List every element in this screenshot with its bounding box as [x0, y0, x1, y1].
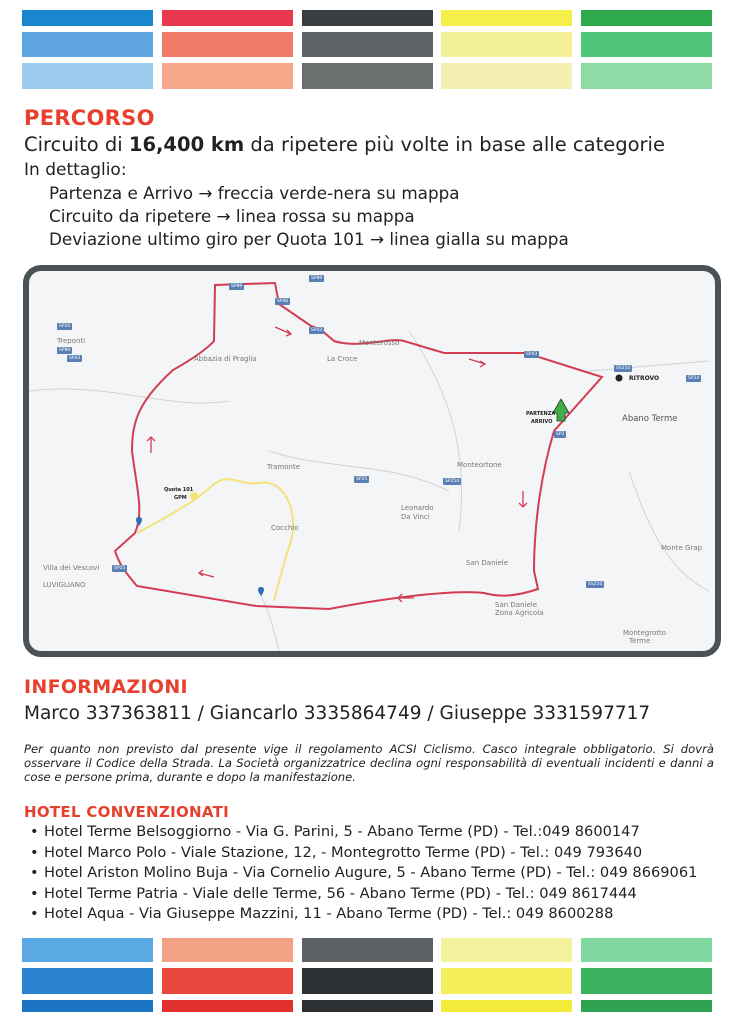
hotel-text: Hotel Ariston Molino Buja - Via Cornelio Augure, 5 - Abano Terme (PD) - Tel.: 049 8669061: [44, 864, 698, 881]
hotel-list: [30, 822, 697, 925]
place-label: Montegrotto: [623, 629, 667, 637]
color-stripe: [441, 10, 572, 26]
color-stripe: [441, 1000, 572, 1012]
percorso-title: PERCORSO: [24, 106, 155, 130]
direction-arrow: [199, 570, 214, 577]
stripe-row: [22, 1000, 712, 1012]
stripe-row: [22, 10, 712, 26]
place-label: Monteortone: [457, 461, 502, 469]
color-stripe: [162, 968, 293, 994]
place-label: Monterosso: [359, 339, 400, 347]
bullet-icon: •: [30, 864, 39, 881]
color-stripe: [581, 938, 712, 962]
intro-suffix: da ripetere più volte in base alle categorie: [244, 133, 665, 156]
bullet-icon: •: [30, 905, 39, 922]
color-stripe: [22, 1000, 153, 1012]
quota-label: Quota 101: [164, 487, 194, 493]
road-tag: SP46: [277, 299, 289, 304]
color-stripe: [22, 938, 153, 962]
road-tag: SP43: [526, 352, 538, 357]
intro-prefix: Circuito di: [24, 133, 129, 156]
minor-road: [259, 591, 279, 651]
color-stripe: [581, 32, 712, 57]
color-stripe: [162, 10, 293, 26]
color-stripe: [441, 938, 572, 962]
hotel-text: Hotel Aqua - Via Giuseppe Mazzini, 11 - Abano Terme (PD) - Tel.: 049 8600288: [44, 905, 614, 922]
meeting-point-marker: [616, 375, 623, 382]
gpm-marker: [190, 492, 198, 500]
road-tag: SP24: [688, 376, 700, 381]
road-tag: SP89: [231, 284, 243, 289]
road-tag: SP43: [69, 356, 81, 361]
color-stripe: [581, 63, 712, 89]
route-map: [23, 265, 721, 657]
direction-arrow: [275, 327, 291, 336]
color-stripe: [302, 938, 433, 962]
place-label: Leonardo: [401, 504, 434, 512]
place-label: Villa dei Vescovi: [43, 564, 100, 572]
place-label: LUVIGLIANO: [43, 581, 86, 589]
stripe-row: [22, 63, 712, 89]
color-stripe: [581, 968, 712, 994]
color-stripe: [581, 1000, 712, 1012]
minor-road: [629, 471, 709, 591]
route-map-drawing: [29, 271, 715, 651]
bullet-icon: •: [30, 884, 39, 902]
road-tag: SP2: [556, 432, 565, 437]
place-label: Treponti: [57, 337, 86, 345]
place-label: Terme: [629, 637, 651, 645]
bullet-icon: •: [30, 843, 39, 861]
color-stripe: [441, 63, 572, 89]
contacts-line: Marco 337363811 / Giancarlo 3335864749 / Giuseppe 3331597717: [24, 703, 651, 724]
place-label: Da Vinci: [401, 513, 430, 521]
color-stripe: [302, 1000, 433, 1012]
minor-road: [269, 451, 449, 491]
place-label: San Daniele: [466, 559, 509, 567]
minor-road: [29, 389, 229, 403]
color-stripe: [302, 63, 433, 89]
road-tag: SP25d: [445, 479, 460, 484]
place-label: San Daniele: [495, 601, 538, 609]
detail-deviation: Deviazione ultimo giro per Quota 101 → linea gialla su mappa: [49, 229, 569, 249]
color-stripe: [162, 32, 293, 57]
hotels-title: HOTEL CONVENZIONATI: [24, 803, 230, 821]
color-stripe: [441, 32, 572, 57]
bullet-icon: •: [30, 823, 39, 840]
place-label: Abano Terme: [622, 414, 678, 424]
finish-label: ARRIVO: [531, 419, 553, 425]
road-tag: SS250: [588, 582, 603, 587]
start-label: PARTENZA: [526, 411, 556, 417]
place-label: Monte Grap: [661, 544, 703, 552]
rules-text: Per quanto non previsto dal presente vige il regolamento ACSI Ciclismo. Casco integrale obbligatorio. Si dovrà osservare il Codice della Strada. La Società organizzatrice declina ogni responsabilità di eventuali incidenti e danni a cose e persone prima, durante e dopo la manifestazione.: [24, 742, 714, 784]
color-stripe: [302, 32, 433, 57]
direction-arrow: [147, 437, 155, 453]
detail-circuit: Circuito da ripetere → linea rossa su mappa: [49, 206, 415, 226]
circuit-route: [115, 283, 602, 609]
color-stripe: [162, 63, 293, 89]
circuit-length: 16,400 km: [128, 133, 245, 156]
color-stripe: [162, 1000, 293, 1012]
color-stripe: [22, 968, 153, 994]
hotel-item: [30, 884, 697, 905]
color-stripe: [22, 10, 153, 26]
color-stripe: [302, 10, 433, 26]
stripe-row: [22, 968, 712, 994]
minor-road: [589, 361, 709, 371]
deviation-route: [137, 479, 293, 601]
info-title: INFORMAZIONI: [24, 676, 188, 698]
color-stripe: [441, 968, 572, 994]
percorso-intro: [24, 133, 665, 156]
place-label: Cocchio: [271, 524, 299, 532]
color-stripe: [162, 938, 293, 962]
color-stripe: [302, 968, 433, 994]
place-label: Abbazia di Praglia: [194, 355, 257, 363]
road-tag: SP43: [311, 328, 323, 333]
road-tag: SP89: [311, 276, 323, 281]
color-stripes-bottom: [22, 938, 712, 1018]
road-tag: SP25: [114, 566, 126, 571]
place-label: Tramonte: [267, 463, 301, 471]
pin-icon: [258, 587, 264, 596]
hotel-item: [30, 863, 697, 884]
color-stripe: [581, 10, 712, 26]
hotel-item: [30, 822, 697, 843]
road-tag: SP20: [59, 324, 71, 329]
color-stripes-top: [22, 10, 712, 95]
direction-arrow: [519, 491, 527, 507]
color-stripe: [22, 32, 153, 57]
color-stripe: [22, 63, 153, 89]
place-label: La Croce: [327, 355, 358, 363]
detail-label: In dettaglio:: [24, 160, 127, 180]
detail-start-finish: Partenza e Arrivo → freccia verde-nera su mappa: [49, 183, 460, 203]
hotel-item: [30, 843, 697, 864]
stripe-row: [22, 938, 712, 962]
minor-road: [409, 331, 462, 531]
direction-arrow: [469, 359, 485, 367]
meeting-point-label: RITROVO: [629, 375, 660, 382]
place-label: Zona Agricola: [495, 609, 544, 617]
hotel-text: Hotel Terme Belsoggiorno - Via G. Parini, 5 - Abano Terme (PD) - Tel.:049 8600147: [44, 823, 640, 840]
road-tag: SP25: [356, 477, 368, 482]
road-tag: SP89: [59, 348, 71, 353]
gpm-label: GPM: [174, 495, 187, 501]
hotel-text: Hotel Terme Patria - Viale delle Terme, 56 - Abano Terme (PD) - Tel.: 049 8617444: [44, 884, 637, 902]
hotel-text: Hotel Marco Polo - Viale Stazione, 12, - Montegrotto Terme (PD) - Tel.: 049 793640: [44, 843, 643, 861]
hotel-item: [30, 904, 697, 925]
stripe-row: [22, 32, 712, 57]
road-tag: SS250: [616, 366, 631, 371]
